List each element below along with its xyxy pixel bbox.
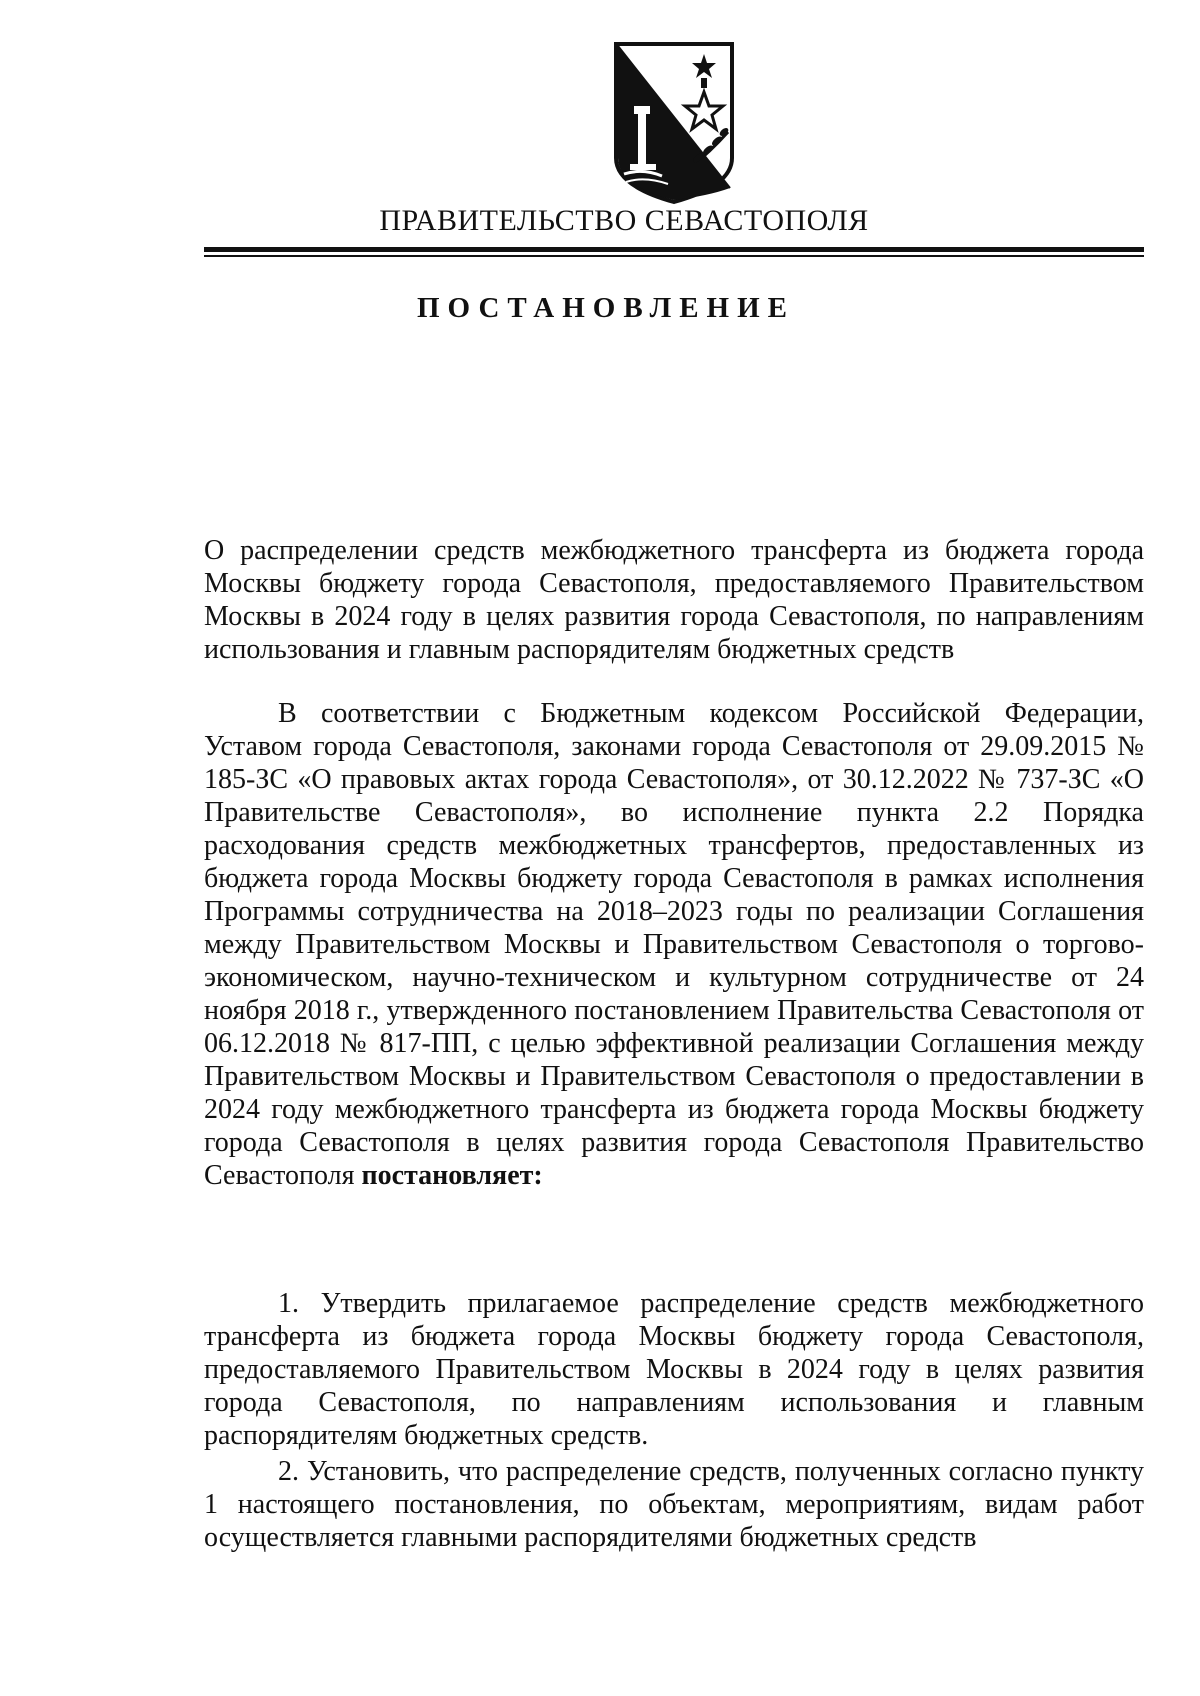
preamble-text: В соответствии с Бюджетным кодексом Российской Федерации, Уставом города Севастополя, законами города Севастополя от 29.09.2015 № 185-ЗС «О правовых актах города Севастополя», от 30.12.2022 № 737-ЗС «О Правительстве Севастополя», во исполнение пункта 2.2 Порядка расходования средств межбюджетных трансфертов, предоставленных из бюджета города Москвы бюджету города Севастополя в рамках исполнения Программы сотрудничества на 2018–2023 годы по реализации Соглашения между Правительством Москвы и Правительством Севастополя о торгово-экономическом, научно-техническом и культурном сотрудничестве от 24 ноября 2018 г., утвержденного постановлением Правительства Севастополя от 06.12.2018 № 817-ПП, с целью эффективной реализации Соглашения между Правительством Москвы и Правительством Севастополя о предоставлении в 2024 году межбюджетного трансферта из бюджета города Москвы бюджету города Севастополя в целях развития города Севастополя Правительство Севастополя — [204, 698, 1144, 1191]
resolves-keyword: постановляет: — [361, 1160, 543, 1191]
header-divider-thin — [204, 255, 1144, 257]
issuing-authority: ПРАВИТЕЛЬСТВО СЕВАСТОПОЛЯ — [379, 204, 869, 237]
document-type-title: ПОСТАНОВЛЕНИЕ — [416, 292, 795, 324]
header-divider-thick — [204, 247, 1144, 252]
preamble-paragraph — [204, 697, 1144, 1192]
sevastopol-coat-of-arms-icon — [612, 40, 736, 206]
resolution-item-1: 1. Утвердить прилагаемое распределение средств межбюджетного трансферта из бюджета города Москвы бюджету города Севастополя, предоставляемого Правительством Москвы в 2024 году в целях развития города Севастополя, по направлениям использования и главным распорядителям бюджетных средств. — [204, 1288, 1144, 1451]
document-subject: О распределении средств межбюджетного трансферта из бюджета города Москвы бюджету города Севастополя, предоставляемого Правительством Москвы в 2024 году в целях развития города Севастополя, по направлениям использования и главным распорядителям бюджетных средств — [204, 535, 1144, 665]
resolution-item-2: 2. Установить, что распределение средств, полученных согласно пункту 1 настоящего постановления, по объектам, мероприятиям, видам работ осуществляется главными распорядителями бюджетных средств — [204, 1456, 1144, 1553]
